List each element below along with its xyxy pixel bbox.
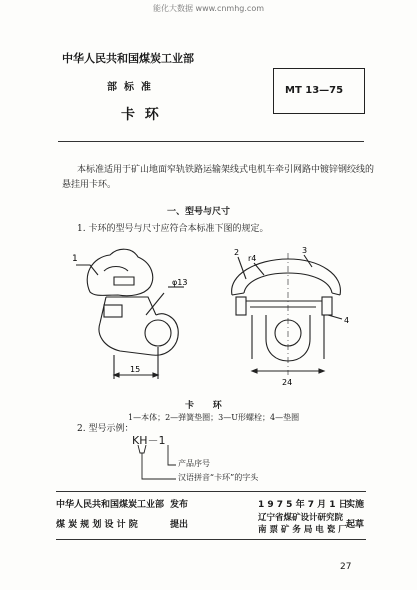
label-15: 15 (130, 365, 141, 374)
footer-proposer: 煤 炭 规 划 设 计 院 (56, 520, 138, 530)
label-2: 2 (234, 248, 240, 257)
footer-draft: 起草 (346, 520, 365, 530)
intro-line-2: 悬挂用卡环。 (62, 180, 117, 190)
clamp-eye (99, 314, 178, 355)
standard-type: 部 标 准 (107, 82, 151, 93)
watermark: 能化大数据 www.cnmhg.com (152, 4, 265, 13)
footer-propose: 提出 (170, 520, 189, 530)
footer-drafter-1: 辽宁省煤矿设计研究院 (258, 513, 344, 523)
model-code-brackets (134, 445, 184, 485)
figure-title: 卡 环 (185, 401, 222, 411)
item-1: 1. 卡环的型号与尺寸应符合本标准下图的规定。 (77, 224, 269, 234)
header-rule (58, 141, 364, 142)
label-d13: φ13 (172, 278, 188, 287)
label-r4: r4 (248, 254, 257, 263)
label-1: 1 (72, 254, 78, 264)
note-serial: 产品序号 (178, 459, 210, 468)
eye-hole (145, 320, 171, 346)
model-code: KH－1 (132, 434, 166, 447)
footer-publish: 发布 (170, 500, 189, 510)
org-name: 中华人民共和国煤炭工业部 (62, 52, 194, 65)
section-heading: 一、型号与尺寸 (167, 207, 231, 217)
u-bolt-leg-right (322, 297, 332, 315)
footer-bottom-rule (56, 539, 366, 540)
u-bolt-leg-left (236, 297, 246, 315)
label-3: 3 (302, 246, 308, 255)
intro-line-1: 本标准适用于矿山地面窄轨铁路运输架线式电机车牵引网路中镀锌钢绞线的 (77, 165, 375, 175)
clamp-figure (60, 235, 360, 395)
standard-code: MT 13—75 (285, 85, 344, 96)
label-4: 4 (344, 316, 350, 325)
spring-washer (114, 277, 134, 285)
bolt-left-edge (100, 297, 106, 323)
page-number: 27 (340, 562, 352, 572)
clamp-arch (232, 259, 341, 295)
footer-issuer: 中华人民共和国煤炭工业部 (56, 500, 165, 510)
figure-legend: 1—本体；2—弹簧垫圈；3—U形螺栓；4—垫圈 (128, 413, 300, 422)
footer-drafter-2: 南 票 矿 务 局 电 瓷 厂 (258, 525, 347, 535)
nut (104, 305, 122, 317)
footer-date: 1 9 7 5 年 7 月 1 日 (258, 500, 348, 510)
clamp-body-top (87, 249, 152, 295)
label-24: 24 (282, 378, 293, 387)
footer-rule (56, 491, 366, 492)
page-title: 卡 环 (121, 107, 159, 123)
item-2: 2. 型号示例： (77, 424, 134, 434)
footer-effective: 实施 (346, 500, 365, 510)
note-pinyin: 汉语拼音“卡环”的字头 (178, 473, 259, 482)
